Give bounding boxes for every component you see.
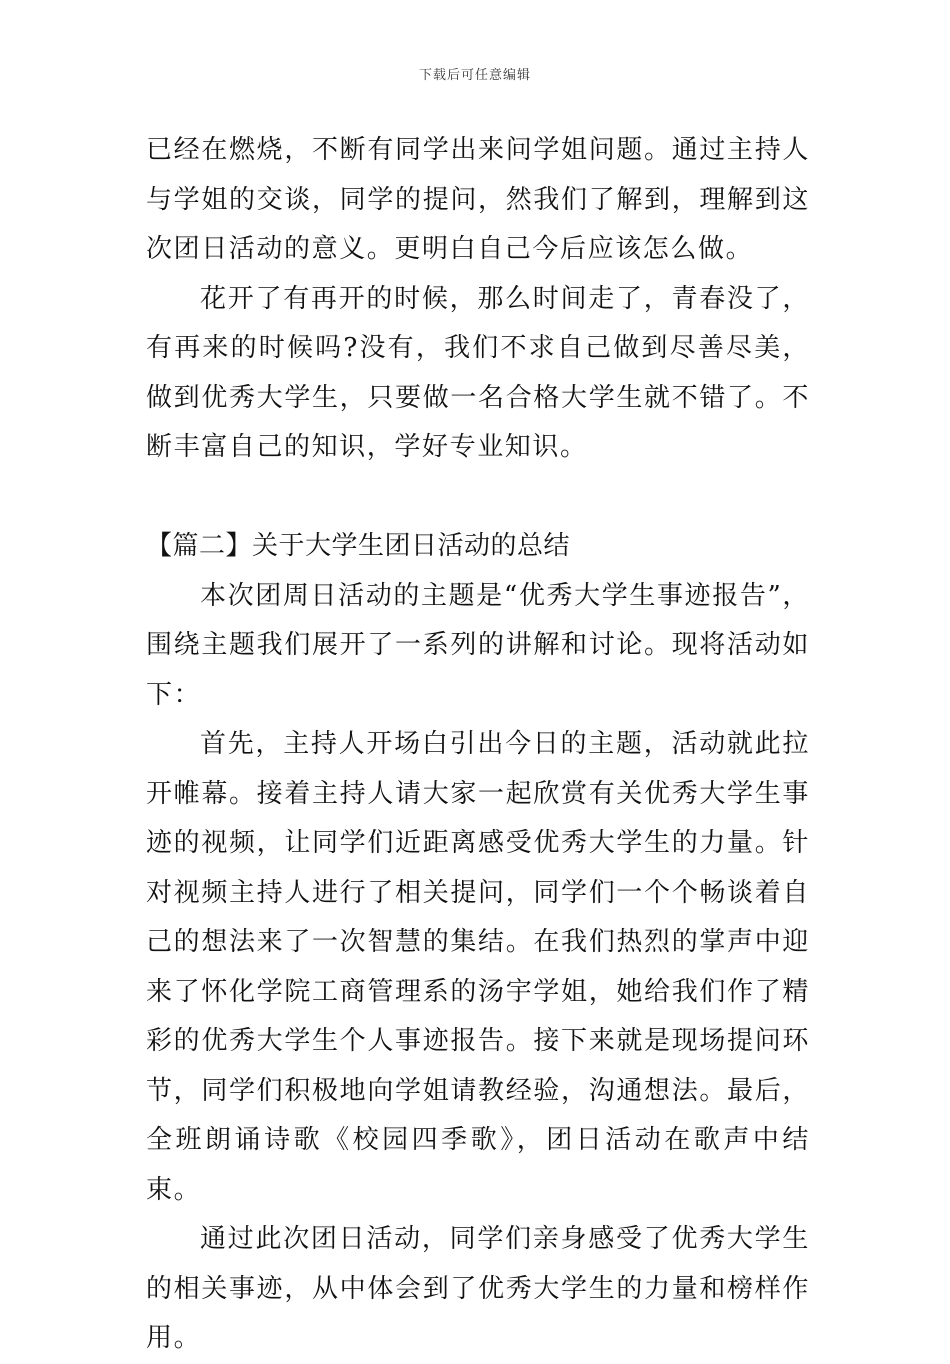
document-body — [146, 126, 810, 1364]
section-title: 【篇二】关于大学生团日活动的总结 — [146, 531, 571, 561]
paragraph-4: 首先，主持人开场白引出今日的主题，活动就此拉开帷幕。接着主持人请大家一起欣赏有关优秀大学生事迹的视频，让同学们近距离感受优秀大学生的力量。针对视频主持人进行了相关提问，同学们一个个畅谈着自己的想法来了一次智慧的集结。在我们热烈的掌声中迎来了怀化学院工商管理系的汤宇学姐，她给我们作了精彩的优秀大学生个人事迹报告。接下来就是现场提问环节，同学们积极地向学姐请教经验，沟通想法。最后，全班朗诵诗歌《校园四季歌》，团日活动在歌声中结束。 — [146, 729, 810, 1205]
paragraph-5: 通过此次团日活动，同学们亲身感受了优秀大学生的相关事迹，从中体会到了优秀大学生的力量和榜样作用。 — [146, 1224, 810, 1353]
section-spacer — [146, 473, 810, 523]
paragraph-3: 本次团周日活动的主题是“优秀大学生事迹报告”，围绕主题我们展开了一系列的讲解和讨论。现将活动如下： — [146, 580, 810, 710]
paragraph-1: 已经在燃烧，不断有同学出来问学姐问题。通过主持人与学姐的交谈，同学的提问，然我们了解到，理解到这次团日活动的意义。更明白自己今后应该怎么做。 — [146, 135, 810, 264]
paragraph-2: 花开了有再开的时候，那么时间走了，青春没了，有再来的时候吗?没有，我们不求自己做到尽善尽美，做到优秀大学生，只要做一名合格大学生就不错了。不断丰富自己的知识，学好专业知识。 — [146, 283, 810, 462]
page-header: 下载后可任意编辑 — [418, 68, 531, 83]
